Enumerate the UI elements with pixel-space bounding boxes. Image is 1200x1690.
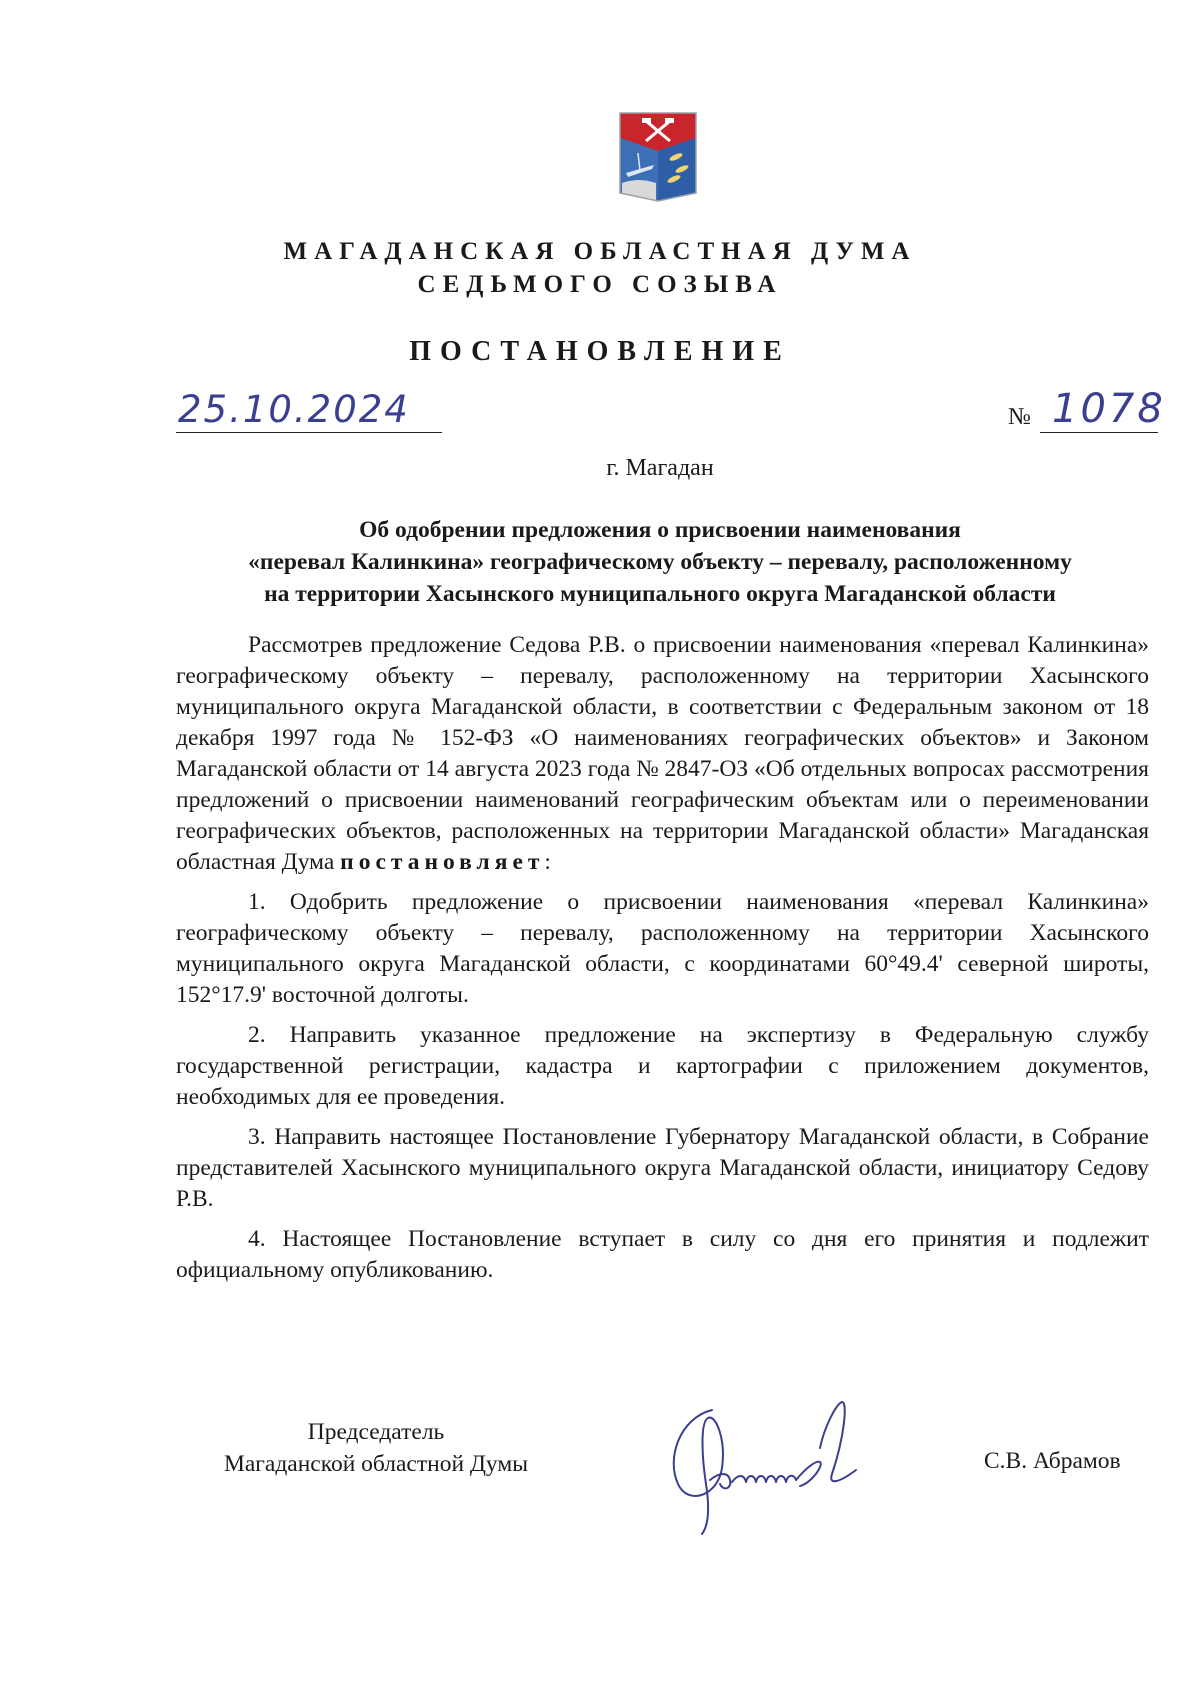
resolves-colon: : [544,849,551,875]
document-title [170,514,1150,610]
number-underline [1040,432,1158,433]
organization-name: МАГАДАНСКАЯ ОБЛАСТНАЯ ДУМА [283,238,917,265]
document-type: ПОСТАНОВЛЕНИЕ [409,336,791,367]
title-line: на территории Хасынского муниципального округа Магаданской области [264,581,1056,607]
coat-of-arms-emblem [618,111,698,203]
title-line: Об одобрении предложения о присвоении наименования [359,517,961,543]
resolution-item: 3. Направить настоящее Постановление Губернатору Магаданской области, в Собрание представителей Хасынского муниципального округа Магаданской области, инициатору Седову Р.В. [176,1124,1149,1212]
city: г. Магадан [606,455,714,481]
handwritten-signature [660,1388,880,1538]
convocation: СЕДЬМОГО СОЗЫВА [417,271,783,298]
position-line: Магаданской областной Думы [223,1451,529,1477]
signatory-position [176,1416,576,1480]
resolution-item: 4. Настоящее Постановление вступает в силу со дня его принятия и подлежит официальному опубликованию. [176,1226,1149,1283]
position-line: Председатель [307,1419,445,1445]
resolution-item: 2. Направить указанное предложение на экспертизу в Федеральную службу государственной регистрации, кадастра и картографии с приложением документов, необходимых для ее проведения. [176,1022,1149,1110]
signatory-name: С.В. Абрамов [984,1448,1121,1474]
resolves-word: постановляет [340,849,545,875]
document-number [1040,386,1170,434]
document-body [176,630,1149,1286]
preamble-paragraph [176,630,1149,878]
handwritten-date: 25.10.2024 [178,388,410,431]
title-line: «перевал Калинкина» географическому объекту – перевалу, расположенному [248,549,1072,575]
document-date [176,386,446,434]
preamble-text: Рассмотрев предложение Седова Р.В. о присвоении наименования «перевал Калинкина» географическому объекту – перевалу, расположенному на территории Хасынского муниципального округа Магаданской области, в соответствии с Федеральным законом от 18 декабря 1997 года № 152-ФЗ «О наименованиях географических объектов» и Законом Магаданской области от 14 августа 2023 года № 2847-ОЗ «Об отдельных вопросах рассмотрения предложений о присвоении наименований географическим объектам или о переименовании географических объектов, расположенных на территории Магаданской области» Магаданская областная Дума [176,632,1149,875]
number-label: № [1008,404,1031,430]
resolution-item: 1. Одобрить предложение о присвоении наименования «перевал Калинкина» географическому объекту – перевалу, расположенному на территории Хасынского муниципального округа Магаданской области, с координатами 60°49.4' северной широты, 152°17.9' восточной долготы. [176,889,1149,1008]
handwritten-number: 1078 [1052,386,1166,432]
date-underline [176,432,442,433]
